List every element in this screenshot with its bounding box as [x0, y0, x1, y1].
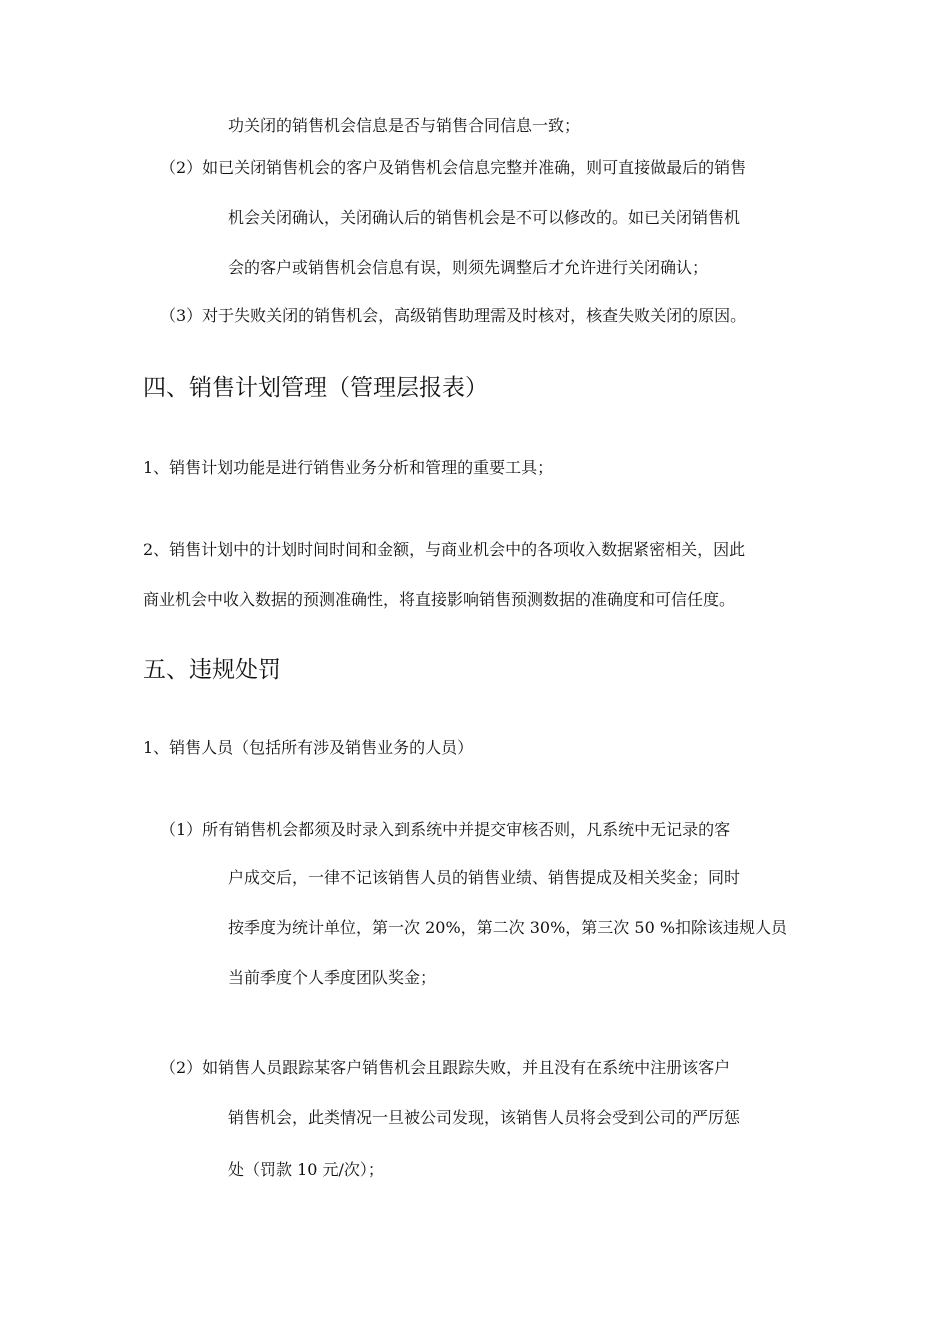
penalty-item-1-line-3: 按季度为统计单位，第一次 20%，第二次 30%，第三次 50 %扣除该违规人员	[228, 918, 788, 937]
penalty-item-1-line-4: 当前季度个人季度团队奖金；	[228, 968, 437, 987]
section-heading-4: 四、销售计划管理（管理层报表）	[143, 375, 488, 401]
penalty-item-2-line-2: 销售机会，此类情况一旦被公司发现，该销售人员将会受到公司的严厉惩	[228, 1108, 741, 1127]
list-item-2-line-2: 机会关闭确认，关闭确认后的销售机会是不可以修改的。如已关闭销售机	[228, 208, 741, 227]
penalty-item-2-line-1: （2）如销售人员跟踪某客户销售机会且跟踪失败，并且没有在系统中注册该客户	[160, 1058, 731, 1077]
penalty-item-1-line-2: 户成交后，一律不记该销售人员的销售业绩、销售提成及相关奖金；同时	[228, 868, 741, 887]
paragraph-2-line-2: 商业机会中收入数据的预测准确性，将直接影响销售预测数据的准确度和可信任度。	[143, 590, 736, 609]
penalty-item-1-line-1: （1）所有销售机会都须及时录入到系统中并提交审核否则，凡系统中无记录的客	[160, 820, 731, 839]
penalty-item-2-line-3: 处（罚款 10 元/次）；	[228, 1160, 384, 1179]
list-item-2-line-1: （2）如已关闭销售机会的客户及销售机会信息完整并准确，则可直接做最后的销售	[160, 158, 747, 177]
list-item-3: （3）对于失败关闭的销售机会，高级销售助理需及时核对，核查失败关闭的原因。	[160, 306, 747, 325]
list-item-2-line-3: 会的客户或销售机会信息有误，则须先调整后才允许进行关闭确认；	[228, 258, 709, 277]
paragraph-1: 1、销售计划功能是进行销售业务分析和管理的重要工具；	[143, 458, 554, 477]
paragraph-sales-staff: 1、销售人员（包括所有涉及销售业务的人员）	[143, 738, 474, 757]
paragraph-2-line-1: 2、销售计划中的计划时间时间和金额，与商业机会中的各项收入数据紧密相关，因此	[143, 540, 746, 559]
section-heading-5: 五、违规处罚	[143, 657, 281, 683]
paragraph-line: 功关闭的销售机会信息是否与销售合同信息一致；	[228, 116, 581, 135]
